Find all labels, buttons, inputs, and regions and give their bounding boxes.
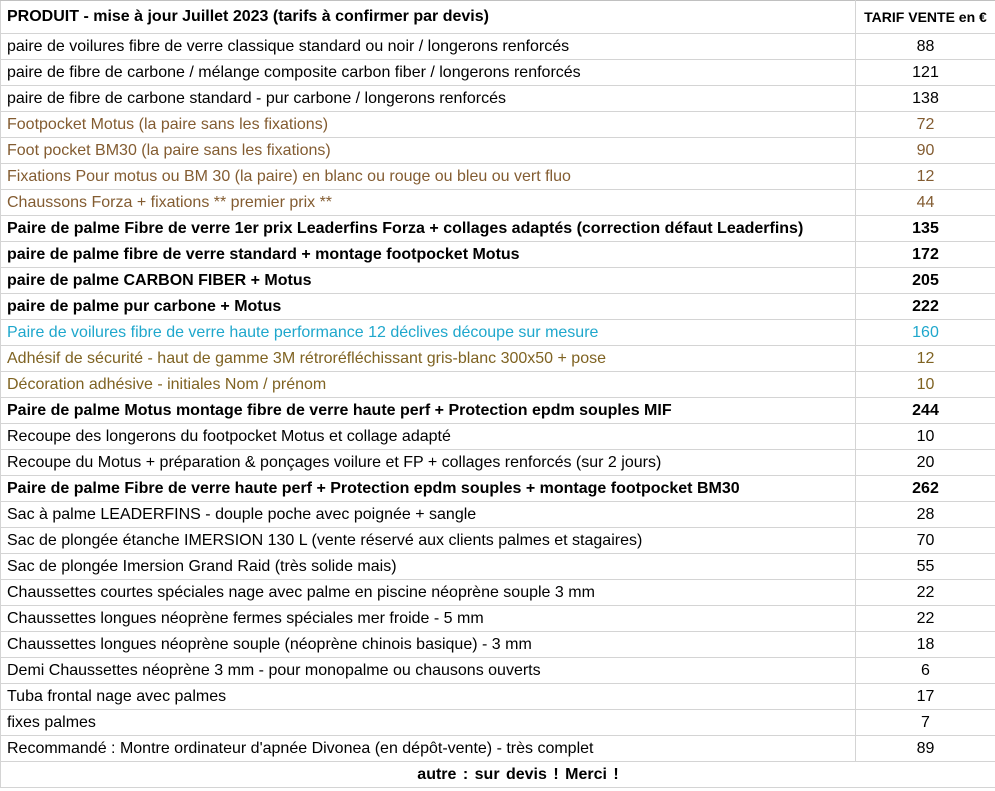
table-row: [1, 294, 995, 320]
product-cell[interactable]: Foot pocket BM30 (la paire sans les fixations): [1, 138, 856, 164]
price-cell[interactable]: 172: [856, 242, 995, 268]
price-cell[interactable]: 22: [856, 606, 995, 632]
price-cell[interactable]: 138: [856, 86, 995, 112]
table-row: [1, 242, 995, 268]
product-cell[interactable]: Adhésif de sécurité - haut de gamme 3M rétroréfléchissant gris-blanc 300x50 + pose: [1, 346, 856, 372]
table-row: [1, 138, 995, 164]
price-cell[interactable]: 10: [856, 424, 995, 450]
price-cell[interactable]: 222: [856, 294, 995, 320]
product-cell[interactable]: Paire de voilures fibre de verre haute performance 12 déclives découpe sur mesure: [1, 320, 856, 346]
product-cell[interactable]: paire de palme CARBON FIBER + Motus: [1, 268, 856, 294]
product-cell[interactable]: Sac de plongée étanche IMERSION 130 L (vente réservé aux clients palmes et stagaires): [1, 528, 856, 554]
table-row: [1, 112, 995, 138]
product-cell[interactable]: paire de fibre de carbone / mélange composite carbon fiber / longerons renforcés: [1, 60, 856, 86]
price-cell[interactable]: 22: [856, 580, 995, 606]
table-row: [1, 190, 995, 216]
table-row: [1, 216, 995, 242]
table-row: [1, 528, 995, 554]
price-column-header[interactable]: TARIF VENTE en €: [856, 1, 995, 34]
table-body: [1, 34, 995, 762]
product-cell[interactable]: paire de palme fibre de verre standard + montage footpocket Motus: [1, 242, 856, 268]
price-cell[interactable]: 244: [856, 398, 995, 424]
product-cell[interactable]: Chaussettes longues néoprène fermes spéciales mer froide - 5 mm: [1, 606, 856, 632]
table-row: [1, 450, 995, 476]
product-cell[interactable]: Paire de palme Fibre de verre 1er prix Leaderfins Forza + collages adaptés (correction défaut Leaderfins): [1, 216, 856, 242]
table-row: [1, 632, 995, 658]
table-row: [1, 346, 995, 372]
table-row: [1, 736, 995, 762]
product-cell[interactable]: paire de voilures fibre de verre classique standard ou noir / longerons renforcés: [1, 34, 856, 60]
product-cell[interactable]: Chaussettes longues néoprène souple (néoprène chinois basique) - 3 mm: [1, 632, 856, 658]
price-cell[interactable]: 7: [856, 710, 995, 736]
price-cell[interactable]: 28: [856, 502, 995, 528]
table-row: [1, 398, 995, 424]
price-cell[interactable]: 205: [856, 268, 995, 294]
price-cell[interactable]: 121: [856, 60, 995, 86]
table-row: [1, 372, 995, 398]
footer-cell[interactable]: [1, 762, 995, 788]
product-cell[interactable]: paire de palme pur carbone + Motus: [1, 294, 856, 320]
table-footer: [1, 762, 995, 788]
header-row: [1, 1, 995, 34]
table-row: [1, 34, 995, 60]
price-cell[interactable]: 70: [856, 528, 995, 554]
table-row: [1, 86, 995, 112]
table-row: [1, 606, 995, 632]
footer-row: [1, 762, 995, 788]
product-cell[interactable]: Recommandé : Montre ordinateur d'apnée Divonea (en dépôt-vente) - très complet: [1, 736, 856, 762]
price-cell[interactable]: 72: [856, 112, 995, 138]
price-cell[interactable]: 17: [856, 684, 995, 710]
product-cell[interactable]: Fixations Pour motus ou BM 30 (la paire) en blanc ou rouge ou bleu ou vert fluo: [1, 164, 856, 190]
table-row: [1, 684, 995, 710]
price-cell[interactable]: 12: [856, 164, 995, 190]
price-cell[interactable]: 20: [856, 450, 995, 476]
price-cell[interactable]: 55: [856, 554, 995, 580]
product-cell[interactable]: Chaussettes courtes spéciales nage avec palme en piscine néoprène souple 3 mm: [1, 580, 856, 606]
table-row: [1, 320, 995, 346]
table-row: [1, 580, 995, 606]
price-cell[interactable]: 135: [856, 216, 995, 242]
price-cell[interactable]: 6: [856, 658, 995, 684]
table-header: [1, 1, 995, 34]
table-row: [1, 60, 995, 86]
product-cell[interactable]: Chaussons Forza + fixations ** premier prix **: [1, 190, 856, 216]
table-row: [1, 268, 995, 294]
product-cell[interactable]: Recoupe des longerons du footpocket Motus et collage adapté: [1, 424, 856, 450]
product-cell[interactable]: Décoration adhésive - initiales Nom / prénom: [1, 372, 856, 398]
footer-note: autre : sur devis ! Merci !: [417, 766, 619, 783]
product-cell[interactable]: Recoupe du Motus + préparation & ponçages voilure et FP + collages renforcés (sur 2 jours): [1, 450, 856, 476]
price-cell[interactable]: 262: [856, 476, 995, 502]
table-row: [1, 164, 995, 190]
table-row: [1, 502, 995, 528]
table-row: [1, 658, 995, 684]
price-cell[interactable]: 12: [856, 346, 995, 372]
price-cell[interactable]: 44: [856, 190, 995, 216]
table-row: [1, 710, 995, 736]
product-cell[interactable]: Paire de palme Fibre de verre haute perf + Protection epdm souples + montage footpocket BM30: [1, 476, 856, 502]
table-row: [1, 476, 995, 502]
product-cell[interactable]: fixes palmes: [1, 710, 856, 736]
product-cell[interactable]: Sac à palme LEADERFINS - douple poche avec poignée + sangle: [1, 502, 856, 528]
price-cell[interactable]: 160: [856, 320, 995, 346]
product-cell[interactable]: Demi Chaussettes néoprène 3 mm - pour monopalme ou chausons ouverts: [1, 658, 856, 684]
table-row: [1, 424, 995, 450]
price-cell[interactable]: 18: [856, 632, 995, 658]
product-cell[interactable]: Sac de plongée Imersion Grand Raid (très solide mais): [1, 554, 856, 580]
product-column-header[interactable]: PRODUIT - mise à jour Juillet 2023 (tarifs à confirmer par devis): [1, 1, 856, 34]
table-row: [1, 554, 995, 580]
product-cell[interactable]: paire de fibre de carbone standard - pur carbone / longerons renforcés: [1, 86, 856, 112]
price-cell[interactable]: 89: [856, 736, 995, 762]
product-cell[interactable]: Footpocket Motus (la paire sans les fixations): [1, 112, 856, 138]
product-cell[interactable]: Paire de palme Motus montage fibre de verre haute perf + Protection epdm souples MIF: [1, 398, 856, 424]
price-cell[interactable]: 88: [856, 34, 995, 60]
price-cell[interactable]: 10: [856, 372, 995, 398]
product-cell[interactable]: Tuba frontal nage avec palmes: [1, 684, 856, 710]
price-cell[interactable]: 90: [856, 138, 995, 164]
